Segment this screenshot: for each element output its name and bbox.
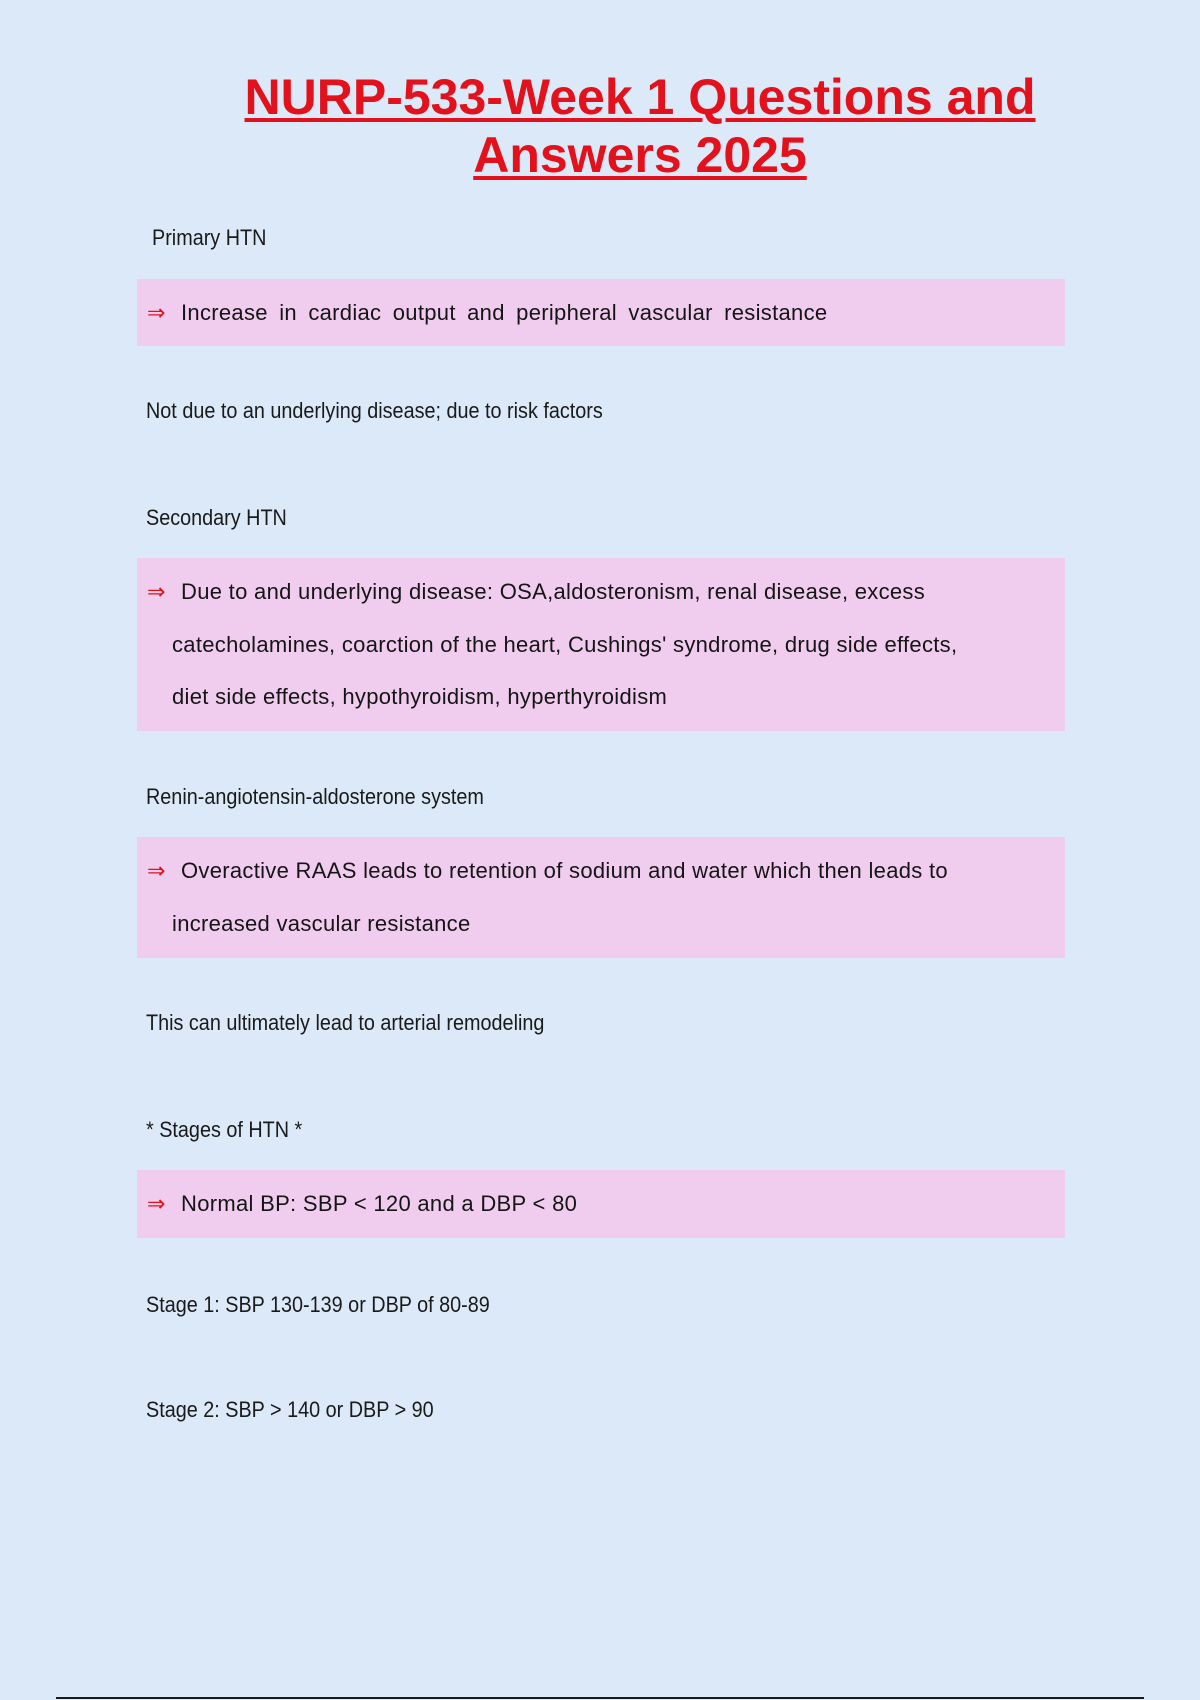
title-line-2: Answers 2025: [473, 127, 807, 183]
answer-line: Overactive RAAS leads to retention of sodium and water which then leads to: [181, 858, 948, 883]
answer-line: diet side effects, hypothyroidism, hyperthyroidism: [172, 684, 668, 709]
answer-block-stages-htn: [137, 1170, 1065, 1238]
footer-divider: [56, 1697, 1144, 1699]
answer-line: Due to and underlying disease: OSA,aldosteronism, renal disease, excess: [181, 579, 926, 604]
right-double-arrow-icon: ⇒: [147, 301, 166, 326]
note-stage-1: Stage 1: SBP 130-139 or DBP of 80-89: [146, 1292, 490, 1317]
question-primary-htn: Primary HTN: [152, 225, 267, 250]
document-title: [230, 68, 1050, 184]
title-line-1: NURP-533-Week 1 Questions and: [244, 69, 1036, 125]
note-stage-2: Stage 2: SBP > 140 or DBP > 90: [146, 1397, 434, 1422]
question-stages-htn: * Stages of HTN *: [146, 1117, 303, 1142]
answer-block-raas: [137, 837, 1065, 958]
answer-line: Increase in cardiac output and peripheral vascular resistance: [181, 300, 828, 325]
answer-block-secondary-htn: [137, 558, 1065, 731]
note-primary-htn: Not due to an underlying disease; due to risk factors: [146, 398, 603, 423]
answer-line: Normal BP: SBP < 120 and a DBP < 80: [181, 1191, 578, 1216]
right-double-arrow-icon: ⇒: [147, 580, 166, 605]
right-double-arrow-icon: ⇒: [147, 859, 166, 884]
question-raas: Renin-angiotensin-aldosterone system: [146, 784, 484, 809]
answer-line: increased vascular resistance: [172, 911, 471, 936]
answer-line: catecholamines, coarction of the heart, Cushings' syndrome, drug side effects,: [172, 632, 958, 657]
right-double-arrow-icon: ⇒: [147, 1192, 166, 1217]
question-secondary-htn: Secondary HTN: [146, 505, 287, 530]
answer-block-primary-htn: [137, 279, 1065, 346]
note-raas: This can ultimately lead to arterial remodeling: [146, 1010, 545, 1035]
